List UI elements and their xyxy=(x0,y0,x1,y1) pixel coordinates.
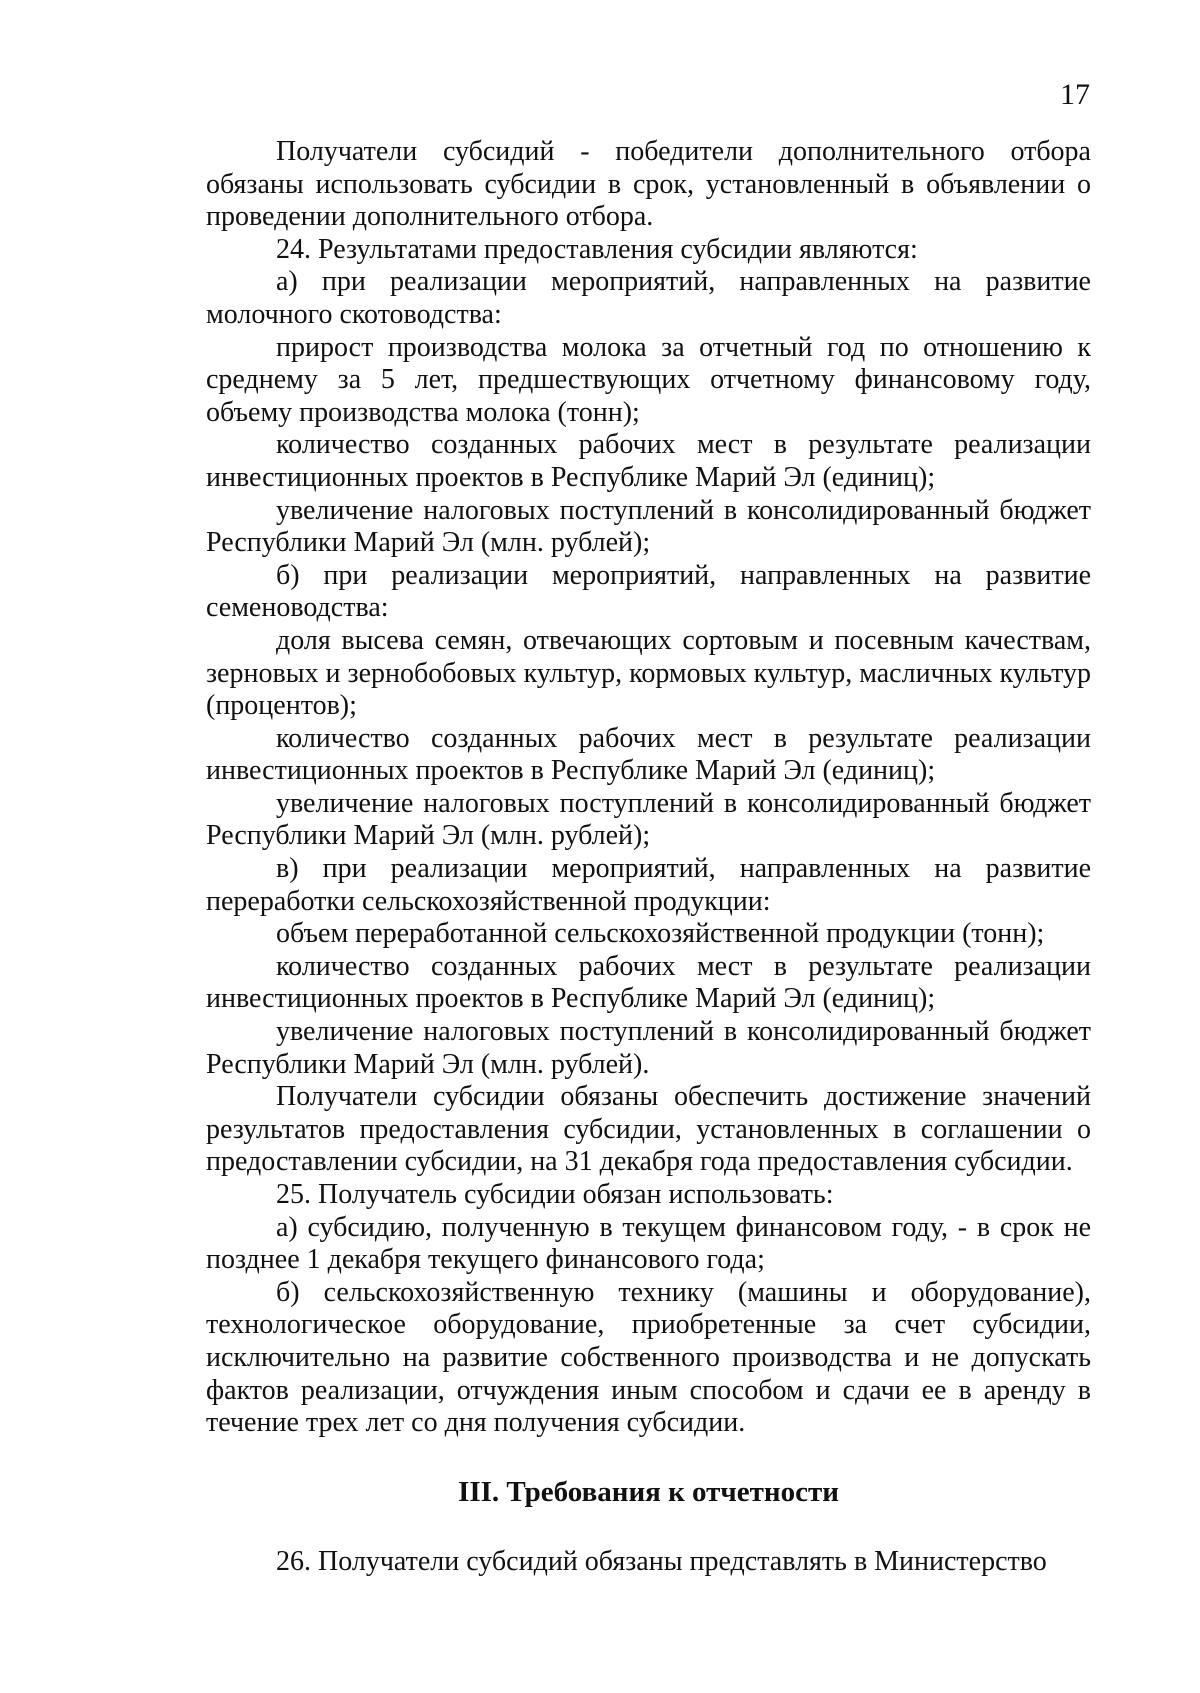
paragraph: Получатели субсидий - победители дополнительного отбора обязаны использовать субсидии в срок, установленный в объявлении о проведении дополнительного отбора. xyxy=(206,136,1091,233)
paragraph: объем переработанной сельскохозяйственной продукции (тонн); xyxy=(276,918,1045,950)
document-body xyxy=(206,136,1091,1579)
paragraph: 25. Получатель субсидии обязан использовать: xyxy=(276,1179,834,1210)
paragraph: в) при реализации мероприятий, направленных на развитие переработки сельскохозяйственной продукции: xyxy=(206,853,1091,917)
paragraph: а) при реализации мероприятий, направленных на развитие молочного скотоводства: xyxy=(206,266,1091,330)
paragraph: 26. Получатели субсидий обязаны представлять в Министерство xyxy=(276,1546,1047,1578)
paragraph: количество созданных рабочих мест в результате реализации инвестиционных проектов в Республике Марий Эл (единиц); xyxy=(206,722,1091,787)
section-heading: III. Требования к отчетности xyxy=(458,1475,839,1508)
paragraph: Получатели субсидии обязаны обеспечить достижение значений результатов предоставления субсидии, установленных в соглашении о предоставлении субсидии, на 31 декабря года предоставления субсидии. xyxy=(206,1081,1091,1178)
paragraph: б) сельскохозяйственную технику (машины и оборудование), технологическое оборудование, приобретенные за счет субсидии, исключительно на развитие собственного производства и не допускать фактов реализации, отчуждения иным способом и сдачи ее в аренду в течение трех лет со дня получения субсидии. xyxy=(206,1276,1091,1439)
paragraph: количество созданных рабочих мест в результате реализации инвестиционных проектов в Республике Марий Эл (единиц); xyxy=(206,950,1091,1015)
paragraph: увеличение налоговых поступлений в консолидированный бюджет Республики Марий Эл (млн. рублей). xyxy=(206,1016,1091,1080)
paragraph: количество созданных рабочих мест в результате реализации инвестиционных проектов в Республике Марий Эл (единиц); xyxy=(206,429,1091,493)
paragraph: увеличение налоговых поступлений в консолидированный бюджет Республики Марий Эл (млн. рублей); xyxy=(206,787,1091,852)
paragraph: прирост производства молока за отчетный год по отношению к среднему за 5 лет, предшествующих отчетному финансовому году, объему производства молока (тонн); xyxy=(206,331,1091,428)
paragraph: 24. Результатами предоставления субсидии являются: xyxy=(276,233,918,265)
page-number: 17 xyxy=(1060,78,1090,111)
paragraph: б) при реализации мероприятий, направленных на развитие семеноводства: xyxy=(206,559,1091,624)
paragraph: доля высева семян, отвечающих сортовым и посевным качествам, зерновых и зернобобовых культур, кормовых культур, масличных культур (процентов); xyxy=(206,624,1091,722)
paragraph: а) субсидию, полученную в текущем финансовом году, - в срок не позднее 1 декабря текущего финансового года; xyxy=(206,1211,1091,1276)
paragraph: увеличение налоговых поступлений в консолидированный бюджет Республики Марий Эл (млн. рублей); xyxy=(206,494,1091,559)
